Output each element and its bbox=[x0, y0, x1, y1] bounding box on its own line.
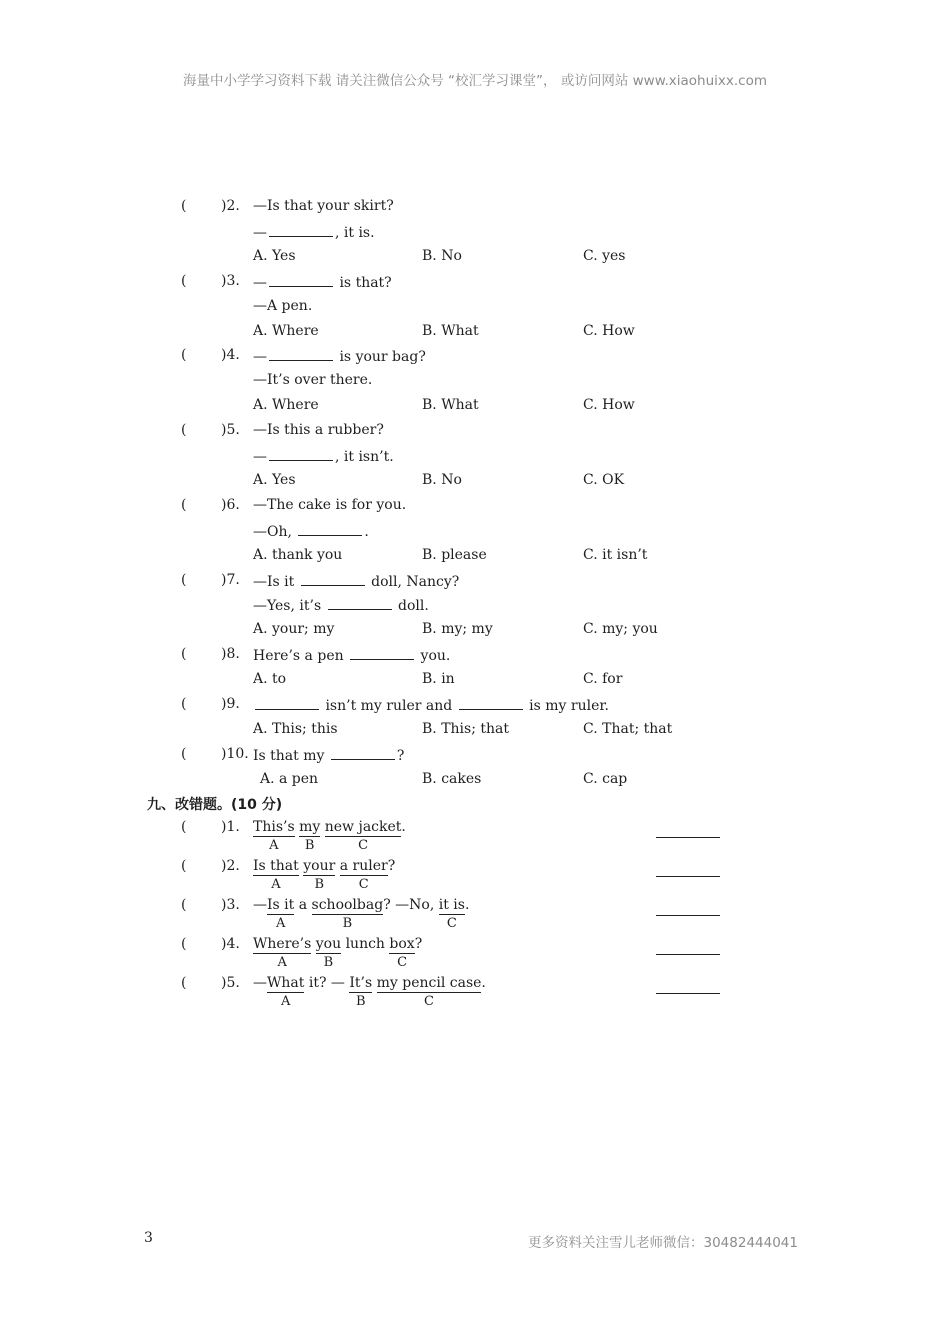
option-b[interactable]: B. cakes bbox=[422, 770, 482, 787]
page-number: 3 bbox=[144, 1230, 153, 1246]
option-b[interactable]: B. No bbox=[422, 471, 462, 488]
answer-bracket[interactable] bbox=[181, 422, 239, 440]
question-text: , it isn’t. bbox=[335, 449, 394, 465]
answer-blank[interactable] bbox=[459, 696, 523, 710]
answer-bracket[interactable] bbox=[181, 897, 239, 915]
question-text: is that? bbox=[335, 274, 392, 291]
underlined-segment-a[interactable]: Where’s A bbox=[253, 936, 312, 970]
question-number: )9. bbox=[221, 696, 240, 712]
question-text: — bbox=[253, 349, 267, 366]
segment-label-b: B bbox=[355, 994, 366, 1009]
answer-blank[interactable] bbox=[269, 347, 333, 361]
answer-blank[interactable] bbox=[269, 447, 333, 461]
option-a[interactable]: A. your; my bbox=[253, 621, 335, 638]
question-number: )4. bbox=[221, 936, 240, 952]
question-text: isn’t my ruler and bbox=[321, 698, 457, 714]
question-line bbox=[253, 198, 394, 214]
answer-blank[interactable] bbox=[328, 596, 392, 610]
answer-bracket[interactable] bbox=[181, 198, 239, 216]
sentence-text: — bbox=[253, 897, 267, 913]
underlined-segment-b[interactable]: you B bbox=[315, 936, 342, 970]
question-line bbox=[253, 497, 406, 513]
question-number: )5. bbox=[221, 422, 240, 439]
sentence-line bbox=[253, 936, 423, 970]
question-text: you. bbox=[416, 648, 451, 665]
sentence-line bbox=[253, 975, 486, 1009]
bracket-open: ( bbox=[181, 198, 187, 214]
correction-answer-line[interactable] bbox=[656, 837, 720, 838]
segment-label-a: A bbox=[275, 916, 286, 931]
option-c[interactable]: C. That; that bbox=[583, 720, 673, 737]
underlined-segment-a[interactable]: Is it A bbox=[267, 897, 295, 931]
question-text: doll, Nancy? bbox=[366, 573, 460, 590]
option-c[interactable]: C. OK bbox=[583, 471, 625, 488]
sentence-line bbox=[253, 858, 396, 892]
underlined-segment-c[interactable]: my pencil case C bbox=[376, 975, 482, 1009]
question-text: Is that my bbox=[253, 747, 329, 764]
segment-label-b: B bbox=[314, 877, 325, 892]
segment-label-a: A bbox=[269, 838, 279, 853]
question-line bbox=[253, 422, 384, 438]
question-text: —Oh, bbox=[253, 523, 297, 540]
answer-bracket[interactable] bbox=[181, 819, 239, 837]
question-number: )5. bbox=[221, 975, 240, 991]
sentence-text: ? bbox=[387, 858, 396, 874]
option-b[interactable]: B. my; my bbox=[422, 621, 493, 638]
question-line bbox=[253, 746, 404, 764]
answer-bracket[interactable] bbox=[181, 273, 239, 291]
answer-blank[interactable] bbox=[350, 646, 414, 660]
question-line bbox=[253, 596, 429, 614]
option-c[interactable]: C. my; you bbox=[583, 621, 658, 638]
bracket-open: ( bbox=[181, 571, 187, 588]
question-text: is your bag? bbox=[335, 349, 426, 366]
bracket-open: ( bbox=[181, 496, 187, 513]
segment-label-a: A bbox=[271, 877, 281, 892]
answer-bracket[interactable] bbox=[181, 497, 239, 515]
question-text: —Yes, it’s bbox=[253, 598, 326, 615]
question-line bbox=[253, 347, 426, 365]
option-c[interactable]: C. it isn’t bbox=[583, 546, 648, 563]
question-text: doll. bbox=[393, 598, 429, 615]
question-line bbox=[253, 572, 459, 590]
answer-bracket[interactable] bbox=[181, 572, 239, 590]
segment-label-c: C bbox=[358, 838, 369, 853]
question-text: —Is that your skirt? bbox=[253, 198, 394, 214]
bracket-open: ( bbox=[181, 858, 187, 874]
question-line bbox=[253, 223, 375, 241]
underlined-segment-c[interactable]: box C bbox=[389, 936, 415, 970]
underlined-segment-c[interactable]: new jacket C bbox=[324, 819, 402, 853]
question-line bbox=[253, 696, 609, 714]
question-text: — bbox=[253, 274, 267, 291]
sentence-line bbox=[253, 819, 406, 853]
option-b[interactable]: B. This; that bbox=[422, 720, 509, 737]
option-b[interactable]: B. in bbox=[422, 671, 455, 688]
sentence-text: — bbox=[253, 975, 267, 991]
underlined-segment-a[interactable]: What A bbox=[267, 975, 305, 1009]
segment-label-a: A bbox=[277, 955, 287, 970]
option-a[interactable]: A. Where bbox=[253, 322, 319, 339]
question-number: )1. bbox=[221, 819, 240, 835]
question-text: — bbox=[253, 449, 267, 465]
option-a[interactable]: A. a pen bbox=[260, 770, 319, 787]
segment-label-c: C bbox=[358, 877, 369, 892]
sentence-text: . bbox=[464, 897, 470, 913]
question-text: —Is this a rubber? bbox=[253, 422, 384, 439]
question-text: is my ruler. bbox=[524, 698, 609, 714]
question-text: Here’s a pen bbox=[253, 648, 349, 665]
answer-bracket[interactable] bbox=[181, 858, 239, 876]
question-text: ? bbox=[396, 747, 405, 764]
underlined-segment-b[interactable]: your B bbox=[303, 858, 336, 892]
question-text: , it is. bbox=[335, 224, 375, 241]
answer-bracket[interactable] bbox=[181, 646, 239, 664]
segment-label-b: B bbox=[342, 916, 353, 931]
bracket-open: ( bbox=[181, 975, 187, 991]
segment-label-c: C bbox=[446, 916, 457, 931]
option-a[interactable]: A. to bbox=[253, 671, 287, 688]
question-text: . bbox=[364, 523, 369, 540]
question-line bbox=[253, 372, 372, 388]
option-c[interactable]: C. yes bbox=[583, 247, 626, 264]
bracket-open: ( bbox=[181, 745, 187, 762]
underlined-segment-c[interactable]: it is C bbox=[438, 897, 465, 931]
question-line bbox=[253, 447, 394, 465]
sentence-text: . bbox=[481, 975, 486, 991]
bracket-open: ( bbox=[181, 897, 187, 913]
question-number: )10. bbox=[221, 745, 249, 762]
question-line bbox=[253, 273, 392, 291]
question-text: —Is it bbox=[253, 573, 299, 590]
answer-blank[interactable] bbox=[331, 746, 395, 760]
question-text: —The cake is for you. bbox=[253, 496, 407, 513]
option-a[interactable]: A. thank you bbox=[253, 546, 343, 563]
bracket-open: ( bbox=[181, 422, 187, 439]
sentence-text: lunch bbox=[341, 936, 390, 952]
option-c[interactable]: C. cap bbox=[583, 770, 628, 787]
answer-bracket[interactable] bbox=[181, 696, 239, 714]
bracket-open: ( bbox=[181, 819, 187, 835]
question-number: )3. bbox=[221, 272, 240, 289]
question-text: — bbox=[253, 224, 267, 241]
question-number: )3. bbox=[221, 897, 240, 913]
correction-answer-line[interactable] bbox=[656, 993, 720, 994]
underlined-segment-a[interactable]: Is that A bbox=[253, 858, 299, 892]
sentence-text: a bbox=[294, 897, 312, 913]
option-c[interactable]: C. How bbox=[583, 397, 635, 414]
option-a[interactable]: A. This; this bbox=[253, 720, 338, 737]
underlined-segment-b[interactable]: It’s B bbox=[349, 975, 373, 1009]
answer-blank[interactable] bbox=[255, 696, 319, 710]
question-number: )6. bbox=[221, 496, 240, 513]
segment-label-b: B bbox=[304, 838, 315, 853]
option-a[interactable]: A. Yes bbox=[253, 247, 296, 264]
underlined-segment-c[interactable]: a ruler C bbox=[339, 858, 388, 892]
sentence-text: it? — bbox=[304, 975, 350, 991]
sentence-line bbox=[253, 897, 470, 931]
sentence-text: . bbox=[401, 819, 406, 835]
question-number: )4. bbox=[221, 347, 240, 364]
answer-bracket[interactable] bbox=[181, 347, 239, 365]
question-text: —It’s over there. bbox=[253, 372, 373, 389]
question-number: )2. bbox=[221, 198, 240, 214]
answer-blank[interactable] bbox=[269, 223, 333, 237]
bracket-open: ( bbox=[181, 347, 187, 364]
question-number: )7. bbox=[221, 571, 240, 588]
question-line bbox=[253, 522, 369, 540]
bracket-open: ( bbox=[181, 936, 187, 952]
segment-label-c: C bbox=[397, 955, 408, 970]
answer-blank[interactable] bbox=[298, 522, 362, 536]
answer-bracket[interactable] bbox=[181, 975, 239, 993]
option-a[interactable]: A. Yes bbox=[253, 471, 296, 488]
bracket-open: ( bbox=[181, 696, 187, 712]
sentence-text: ? bbox=[414, 936, 423, 952]
sentence-text: ? —No, bbox=[383, 897, 439, 913]
question-line bbox=[253, 298, 312, 314]
question-number: )8. bbox=[221, 646, 240, 663]
segment-label-a: A bbox=[281, 994, 291, 1009]
watermark-header: 海量中小学学习资料下载 请关注微信公众号 “校汇学习课堂”， 或访问网站 www.xiaohuixx.com bbox=[182, 73, 768, 89]
segment-label-c: C bbox=[424, 994, 434, 1009]
question-number: )2. bbox=[221, 858, 240, 874]
answer-bracket[interactable] bbox=[181, 745, 249, 764]
segment-label-b: B bbox=[323, 955, 334, 970]
footer-note: 更多资料关注雪儿老师微信：30482444041 bbox=[528, 1235, 798, 1251]
option-c[interactable]: C. How bbox=[583, 322, 635, 339]
correction-answer-line[interactable] bbox=[656, 915, 720, 916]
answer-bracket[interactable] bbox=[181, 936, 239, 954]
option-b[interactable]: B. please bbox=[422, 546, 487, 563]
answer-blank[interactable] bbox=[269, 273, 333, 287]
underlined-segment-b[interactable]: schoolbag B bbox=[311, 897, 384, 931]
option-b[interactable]: B. What bbox=[422, 397, 479, 414]
correction-answer-line[interactable] bbox=[656, 954, 720, 955]
correction-answer-line[interactable] bbox=[656, 876, 720, 877]
underlined-segment-a[interactable]: This’s A bbox=[253, 819, 295, 853]
option-a[interactable]: A. Where bbox=[253, 397, 319, 414]
underlined-segment-b[interactable]: my B bbox=[299, 819, 321, 853]
bracket-open: ( bbox=[181, 646, 187, 663]
bracket-open: ( bbox=[181, 272, 187, 289]
option-c[interactable]: C. for bbox=[583, 671, 623, 688]
question-line bbox=[253, 646, 450, 664]
question-text: —A pen. bbox=[253, 297, 313, 314]
answer-blank[interactable] bbox=[301, 572, 365, 586]
option-b[interactable]: B. No bbox=[422, 247, 462, 264]
section-title: 九、改错题。(10 分) bbox=[147, 797, 283, 813]
option-b[interactable]: B. What bbox=[422, 322, 479, 339]
